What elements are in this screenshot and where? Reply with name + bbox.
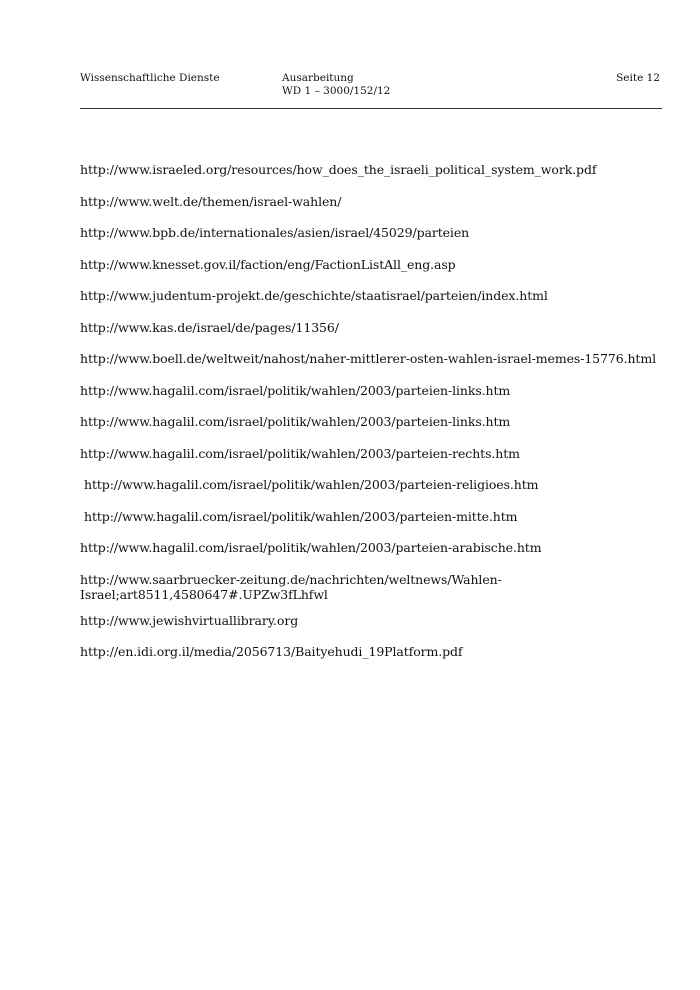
list-item [80, 414, 655, 429]
document-number: WD 1 – 3000/152/12 [282, 85, 391, 97]
list-item [80, 540, 655, 555]
list-item [80, 509, 655, 524]
list-item [80, 162, 655, 177]
list-item [80, 351, 655, 366]
list-item [80, 572, 510, 602]
page-header [80, 72, 662, 109]
reference-link[interactable]: http://www.hagalil.com/israel/politik/wahlen/2003/parteien-religioes.htm [84, 477, 539, 492]
list-item [80, 613, 655, 628]
list-item [80, 320, 655, 335]
list-item [80, 225, 655, 240]
reference-link[interactable]: http://www.hagalil.com/israel/politik/wahlen/2003/parteien-rechts.htm [80, 445, 520, 461]
reference-link[interactable]: http://www.saarbruecker-zeitung.de/nachrichten/weltnews/Wahlen-Israel;art8511,4580647#.UPZw3fLhfwl [80, 571, 502, 602]
page-number: Seite 12 [616, 72, 660, 84]
document-type: Ausarbeitung [282, 72, 354, 84]
reference-link[interactable]: http://www.welt.de/themen/israel-wahlen/ [80, 193, 342, 209]
reference-link[interactable]: http://www.jewishvirtuallibrary.org [80, 612, 299, 628]
reference-link[interactable]: http://www.boell.de/weltweit/nahost/naher-mittlerer-osten-wahlen-israel-memes-15776.html [80, 351, 656, 366]
reference-link[interactable]: http://www.hagalil.com/israel/politik/wahlen/2003/parteien-arabische.htm [80, 540, 542, 555]
list-item [80, 257, 655, 272]
reference-link[interactable]: http://www.bpb.de/internationales/asien/israel/45029/parteien [80, 225, 470, 240]
reference-link[interactable]: http://www.hagalil.com/israel/politik/wahlen/2003/parteien-links.htm [80, 414, 511, 429]
list-item [80, 644, 655, 659]
reference-link[interactable]: http://www.hagalil.com/israel/politik/wahlen/2003/parteien-links.htm [80, 382, 511, 398]
reference-link[interactable]: http://www.knesset.gov.il/faction/eng/FactionListAll_eng.asp [80, 256, 456, 272]
reference-link[interactable]: http://www.judentum-projekt.de/geschichte/staatisrael/parteien/index.html [80, 288, 548, 303]
reference-link[interactable]: http://www.kas.de/israel/de/pages/11356/ [80, 319, 339, 335]
organization-name: Wissenschaftliche Dienste [80, 72, 220, 84]
document-info [282, 72, 390, 98]
reference-link[interactable]: http://www.israeled.org/resources/how_does_the_israeli_political_system_work.pdf [80, 162, 597, 177]
list-item [80, 446, 655, 461]
reference-link[interactable]: http://en.idi.org.il/media/2056713/Baityehudi_19Platform.pdf [80, 644, 463, 659]
reference-link[interactable]: http://www.hagalil.com/israel/politik/wahlen/2003/parteien-mitte.htm [84, 508, 518, 524]
list-item [80, 194, 655, 209]
reference-link-list [80, 162, 655, 676]
list-item [80, 383, 655, 398]
list-item [80, 477, 655, 492]
list-item [80, 288, 655, 303]
